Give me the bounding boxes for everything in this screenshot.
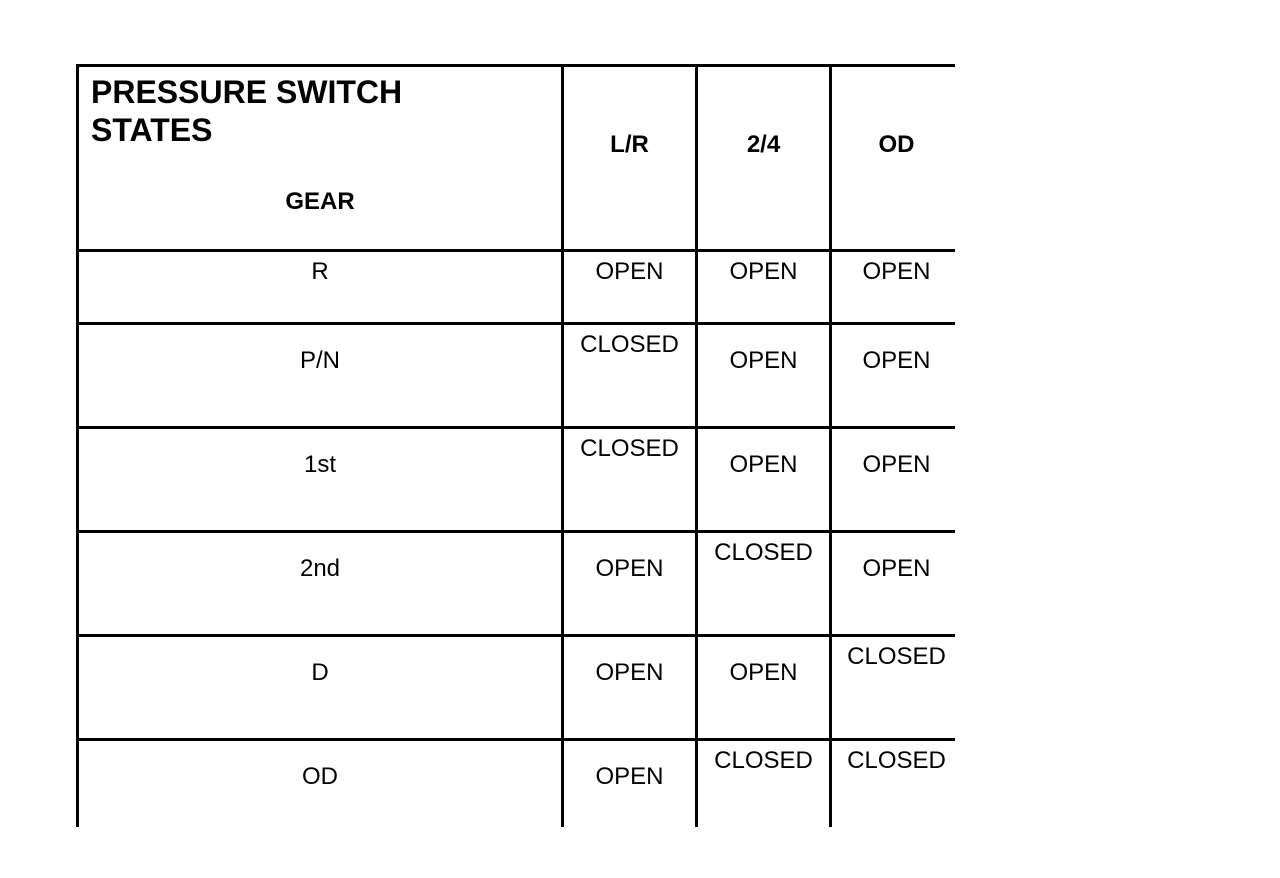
switch-state-text: OPEN (595, 763, 664, 790)
switch-state-cell (564, 325, 695, 426)
switch-state-cell (698, 533, 829, 634)
switch-state-cell (832, 533, 961, 634)
switch-state-text: OPEN (862, 451, 931, 478)
table-title: PRESSURE SWITCH STATES (91, 74, 403, 148)
gear-cell: P/N (79, 325, 561, 426)
switch-state-text: CLOSED (847, 747, 946, 774)
switch-state-text: OPEN (862, 555, 931, 582)
switch-state-text: CLOSED (714, 747, 813, 774)
switch-state-cell (698, 637, 829, 738)
switch-state-text: OPEN (729, 659, 798, 686)
switch-state-cell (564, 429, 695, 530)
switch-state-cell (832, 637, 961, 738)
switch-state-text: OPEN (862, 258, 931, 285)
switch-state-cell (564, 533, 695, 634)
switch-state-cell (564, 741, 695, 842)
switch-state-text: OPEN (862, 347, 931, 374)
gear-cell: D (79, 637, 561, 738)
switch-state-cell (832, 741, 961, 842)
switch-state-text: OPEN (729, 258, 798, 285)
switch-state-cell (564, 252, 695, 322)
gear-cell: R (79, 252, 561, 322)
gear-cell: 1st (79, 429, 561, 530)
column-header-od: OD (832, 67, 961, 249)
pressure-switch-table (76, 64, 955, 827)
column-header-lr: L/R (564, 67, 695, 249)
switch-state-text: OPEN (595, 258, 664, 285)
switch-state-cell (832, 429, 961, 530)
switch-state-cell (698, 741, 829, 842)
switch-state-text: OPEN (595, 659, 664, 686)
switch-state-text: CLOSED (580, 435, 679, 462)
switch-state-cell (698, 325, 829, 426)
switch-state-cell (698, 429, 829, 530)
switch-state-text: CLOSED (847, 643, 946, 670)
switch-state-cell (564, 637, 695, 738)
switch-state-cell (832, 252, 961, 322)
switch-state-cell (832, 325, 961, 426)
switch-state-text: CLOSED (714, 539, 813, 566)
table-title-cell (79, 67, 561, 249)
switch-state-text: CLOSED (580, 331, 679, 358)
switch-state-text: OPEN (729, 347, 798, 374)
gear-column-header: GEAR (285, 188, 355, 215)
switch-state-text: OPEN (595, 555, 664, 582)
switch-state-text: OPEN (729, 451, 798, 478)
switch-state-cell (698, 252, 829, 322)
gear-cell: OD (79, 741, 561, 842)
gear-cell: 2nd (79, 533, 561, 634)
column-header-2-4: 2/4 (698, 67, 829, 249)
